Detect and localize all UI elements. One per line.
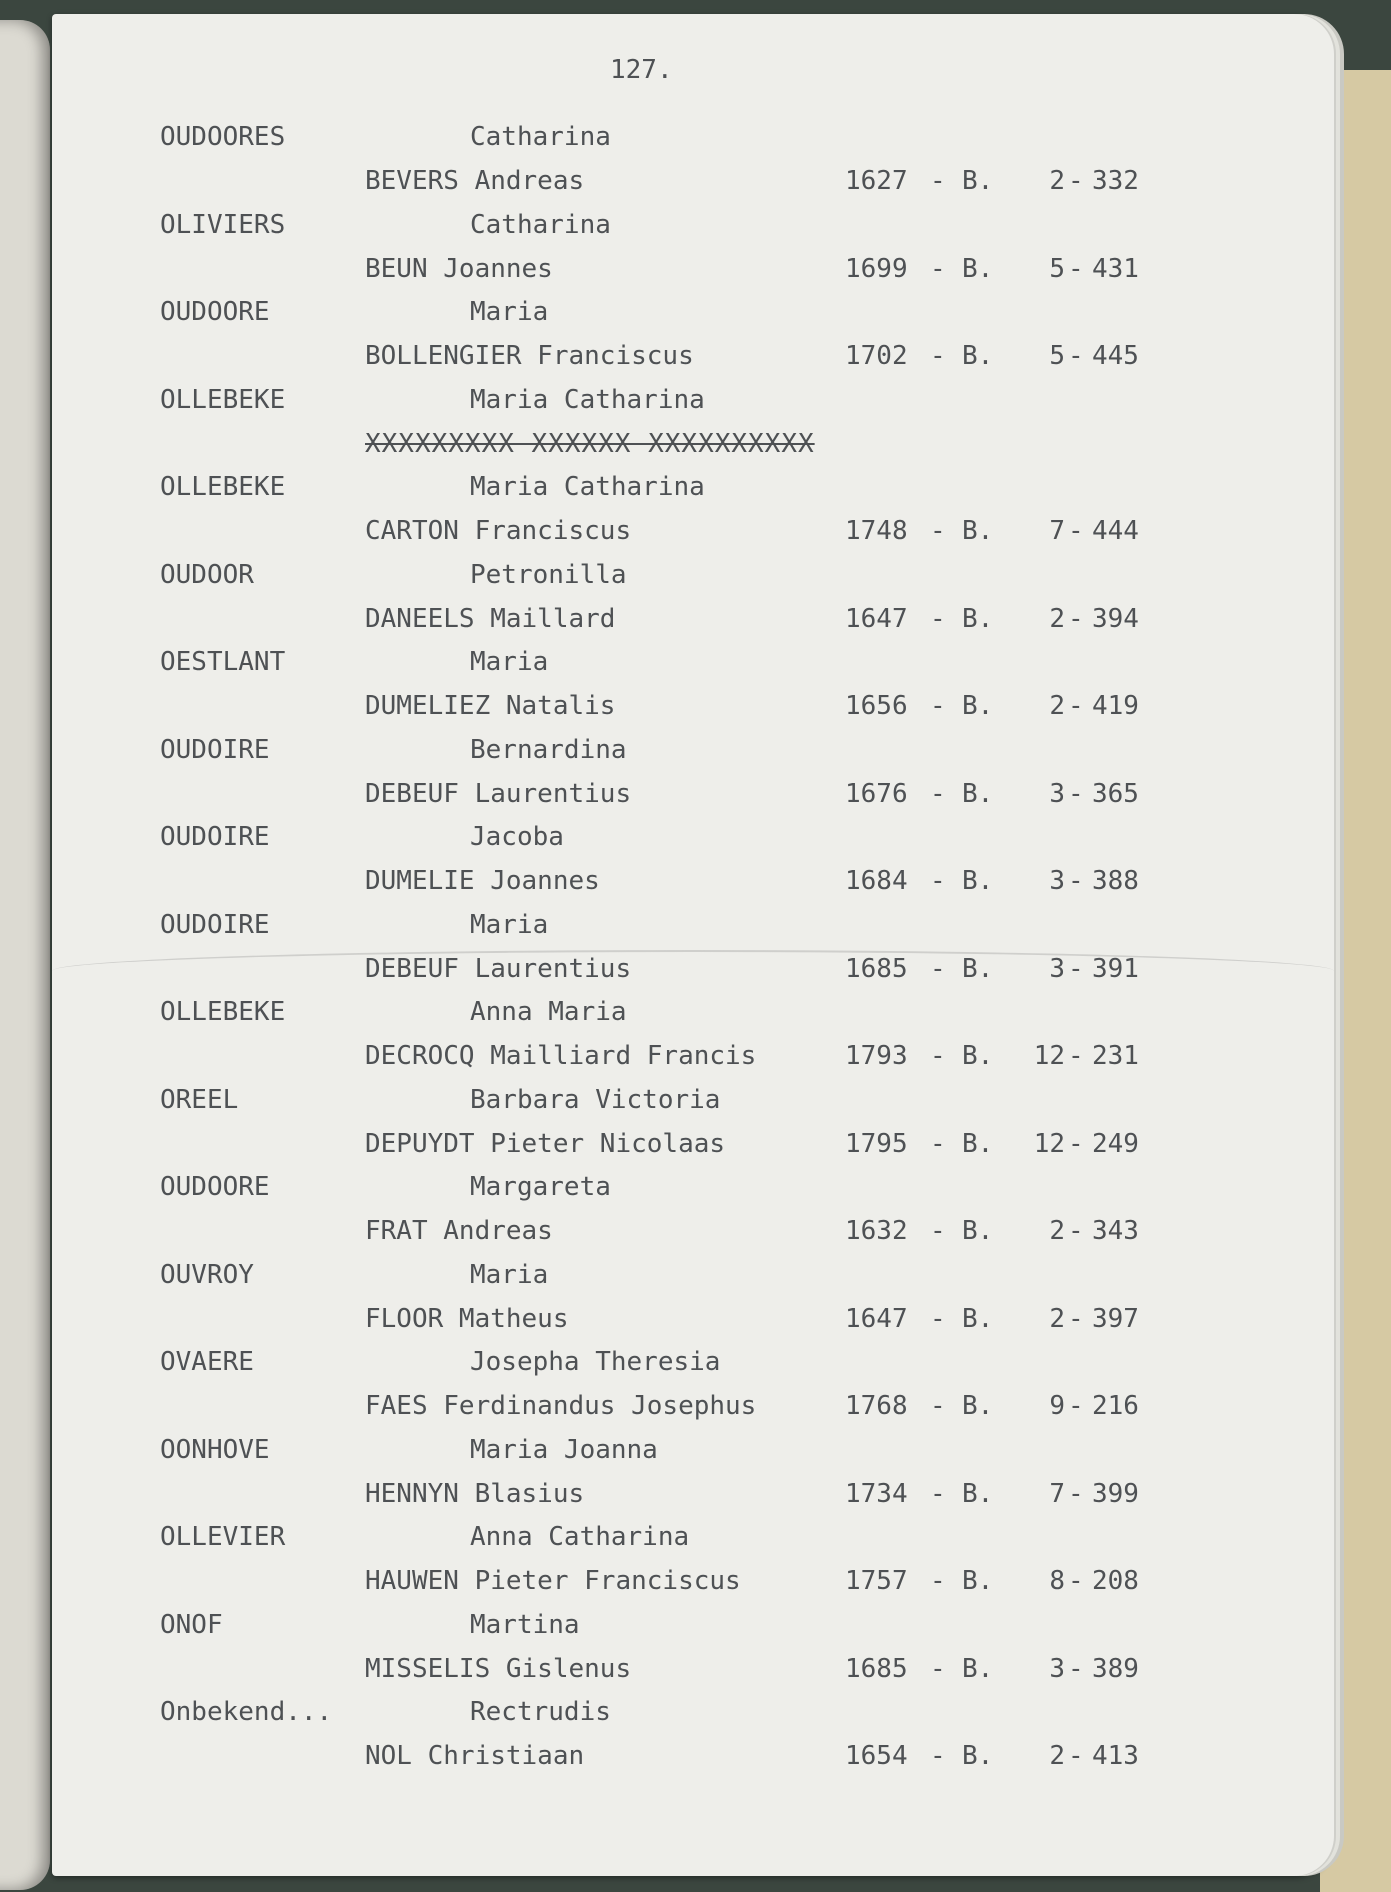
separator-dash: - [1068,691,1084,721]
separator-dash: - [1068,866,1084,896]
struck-out-spouse: XXXXXXXXX XXXXXX XXXXXXXXXX [365,429,815,459]
spouse-name: DUMELIEZ Natalis [365,691,616,721]
record-year: 1656 [845,691,908,721]
record-year: 1647 [845,604,908,634]
spouse-name: FRAT Andreas [365,1216,553,1246]
separator-dash: - [930,1741,946,1771]
record-volume: 2 [1049,691,1065,721]
page-number: 127. [610,55,673,85]
spouse-name: BOLLENGIER Franciscus [365,341,694,371]
record-book: B. [962,866,994,896]
separator-dash: - [1068,1304,1084,1334]
separator-dash: - [1068,779,1084,809]
first-name: Margareta [470,1172,611,1202]
record-year: 1684 [845,866,908,896]
record-book: B. [962,1304,994,1334]
record-book: B. [962,1129,994,1159]
record-page: 391 [1092,954,1139,984]
separator-dash: - [930,1129,946,1159]
surname: OUDOIRE [160,735,270,765]
record-book: B. [962,1566,994,1596]
record-volume: 3 [1049,866,1065,896]
spouse-name: HENNYN Blasius [365,1479,585,1509]
spouse-name: CARTON Franciscus [365,516,632,546]
record-book: B. [962,1216,994,1246]
record-book: B. [962,691,994,721]
record-volume: 5 [1049,341,1065,371]
record-page: 249 [1092,1129,1139,1159]
surname: OONHOVE [160,1435,270,1465]
record-volume: 2 [1049,604,1065,634]
spouse-name: DEBEUF Laurentius [365,954,632,984]
first-name: Anna Catharina [470,1522,690,1552]
spouse-name: HAUWEN Pieter Franciscus [365,1566,741,1596]
surname: OUDOIRE [160,910,270,940]
record-page: 389 [1092,1654,1139,1684]
spouse-name: BEUN Joannes [365,254,553,284]
record-year: 1768 [845,1391,908,1421]
record-book: B. [962,1479,994,1509]
first-name: Maria Catharina [470,472,705,502]
separator-dash: - [1068,1479,1084,1509]
first-name: Maria [470,297,549,327]
first-name: Maria [470,647,549,677]
separator-dash: - [930,779,946,809]
separator-dash: - [1068,1129,1084,1159]
separator-dash: - [930,341,946,371]
separator-dash: - [1068,954,1084,984]
surname: OLLEBEKE [160,472,286,502]
surname: ONOF [160,1610,223,1640]
record-book: B. [962,954,994,984]
surname: OESTLANT [160,647,286,677]
separator-dash: - [930,1479,946,1509]
separator-dash: - [1068,516,1084,546]
record-volume: 3 [1049,954,1065,984]
record-volume: 2 [1049,166,1065,196]
record-page: 388 [1092,866,1139,896]
first-name: Jacoba [470,822,564,852]
surname: OUDOORE [160,297,270,327]
first-name: Bernardina [470,735,627,765]
record-book: B. [962,516,994,546]
first-name: Maria [470,910,549,940]
separator-dash: - [1068,1566,1084,1596]
record-volume: 5 [1049,254,1065,284]
first-name: Petronilla [470,560,627,590]
record-year: 1676 [845,779,908,809]
surname: OUDOORE [160,1172,270,1202]
record-book: B. [962,1741,994,1771]
separator-dash: - [930,954,946,984]
spouse-name: DEPUYDT Pieter Nicolaas [365,1129,726,1159]
separator-dash: - [1068,1041,1084,1071]
record-volume: 2 [1049,1741,1065,1771]
separator-dash: - [1068,1391,1084,1421]
record-book: B. [962,254,994,284]
first-name: Maria Joanna [470,1435,658,1465]
first-name: Catharina [470,210,611,240]
surname: Onbekend... [160,1697,333,1727]
record-book: B. [962,779,994,809]
record-page: 419 [1092,691,1139,721]
record-page: 216 [1092,1391,1139,1421]
surname: OVAERE [160,1347,254,1377]
record-page: 208 [1092,1566,1139,1596]
record-year: 1734 [845,1479,908,1509]
record-page: 445 [1092,341,1139,371]
left-page-edge [0,20,50,1890]
first-name: Barbara Victoria [470,1085,721,1115]
separator-dash: - [930,604,946,634]
record-year: 1748 [845,516,908,546]
separator-dash: - [1068,254,1084,284]
surname: OLLEVIER [160,1522,286,1552]
record-volume: 7 [1049,1479,1065,1509]
record-volume: 7 [1049,516,1065,546]
separator-dash: - [930,166,946,196]
separator-dash: - [930,1304,946,1334]
record-year: 1627 [845,166,908,196]
record-page: 444 [1092,516,1139,546]
record-year: 1632 [845,1216,908,1246]
separator-dash: - [930,1041,946,1071]
record-page: 397 [1092,1304,1139,1334]
record-year: 1654 [845,1741,908,1771]
spouse-name: MISSELIS Gislenus [365,1654,632,1684]
spouse-name: DECROCQ Mailliard Francis [365,1041,757,1071]
record-year: 1793 [845,1041,908,1071]
first-name: Rectrudis [470,1697,611,1727]
separator-dash: - [1068,604,1084,634]
spouse-name: FLOOR Matheus [365,1304,569,1334]
surname: OLIVIERS [160,210,286,240]
record-volume: 2 [1049,1216,1065,1246]
separator-dash: - [930,1566,946,1596]
record-year: 1685 [845,1654,908,1684]
surname: OUDOORES [160,122,286,152]
spouse-name: FAES Ferdinandus Josephus [365,1391,757,1421]
first-name: Catharina [470,122,611,152]
record-year: 1795 [845,1129,908,1159]
record-year: 1647 [845,1304,908,1334]
record-book: B. [962,341,994,371]
record-year: 1685 [845,954,908,984]
record-volume: 2 [1049,1304,1065,1334]
spouse-name: DUMELIE Joannes [365,866,600,896]
surname: OLLEBEKE [160,997,286,1027]
surname: OUVROY [160,1260,254,1290]
record-year: 1757 [845,1566,908,1596]
record-book: B. [962,1391,994,1421]
record-book: B. [962,1041,994,1071]
record-page: 413 [1092,1741,1139,1771]
spouse-name: DEBEUF Laurentius [365,779,632,809]
surname: OUDOIRE [160,822,270,852]
surname: OUDOOR [160,560,254,590]
separator-dash: - [930,691,946,721]
record-volume: 8 [1049,1566,1065,1596]
document-page [52,14,1334,1876]
record-volume: 3 [1049,779,1065,809]
surname: OREEL [160,1085,239,1115]
record-page: 431 [1092,254,1139,284]
separator-dash: - [1068,1216,1084,1246]
record-volume: 12 [1033,1041,1065,1071]
separator-dash: - [1068,1654,1084,1684]
record-year: 1699 [845,254,908,284]
separator-dash: - [930,516,946,546]
record-book: B. [962,604,994,634]
record-page: 394 [1092,604,1139,634]
first-name: Anna Maria [470,997,627,1027]
surname: OLLEBEKE [160,385,286,415]
record-book: B. [962,1654,994,1684]
first-name: Josepha Theresia [470,1347,721,1377]
separator-dash: - [930,1216,946,1246]
record-page: 343 [1092,1216,1139,1246]
first-name: Martina [470,1610,580,1640]
spouse-name: NOL Christiaan [365,1741,585,1771]
separator-dash: - [1068,1741,1084,1771]
record-volume: 12 [1033,1129,1065,1159]
first-name: Maria Catharina [470,385,705,415]
record-page: 332 [1092,166,1139,196]
page-fold-crease [52,950,1334,992]
separator-dash: - [930,1391,946,1421]
record-page: 365 [1092,779,1139,809]
record-volume: 3 [1049,1654,1065,1684]
first-name: Maria [470,1260,549,1290]
spouse-name: DANEELS Maillard [365,604,616,634]
separator-dash: - [930,866,946,896]
separator-dash: - [930,1654,946,1684]
record-book: B. [962,166,994,196]
separator-dash: - [1068,166,1084,196]
spouse-name: BEVERS Andreas [365,166,585,196]
record-page: 231 [1092,1041,1139,1071]
record-volume: 9 [1049,1391,1065,1421]
separator-dash: - [1068,341,1084,371]
separator-dash: - [930,254,946,284]
record-year: 1702 [845,341,908,371]
record-page: 399 [1092,1479,1139,1509]
